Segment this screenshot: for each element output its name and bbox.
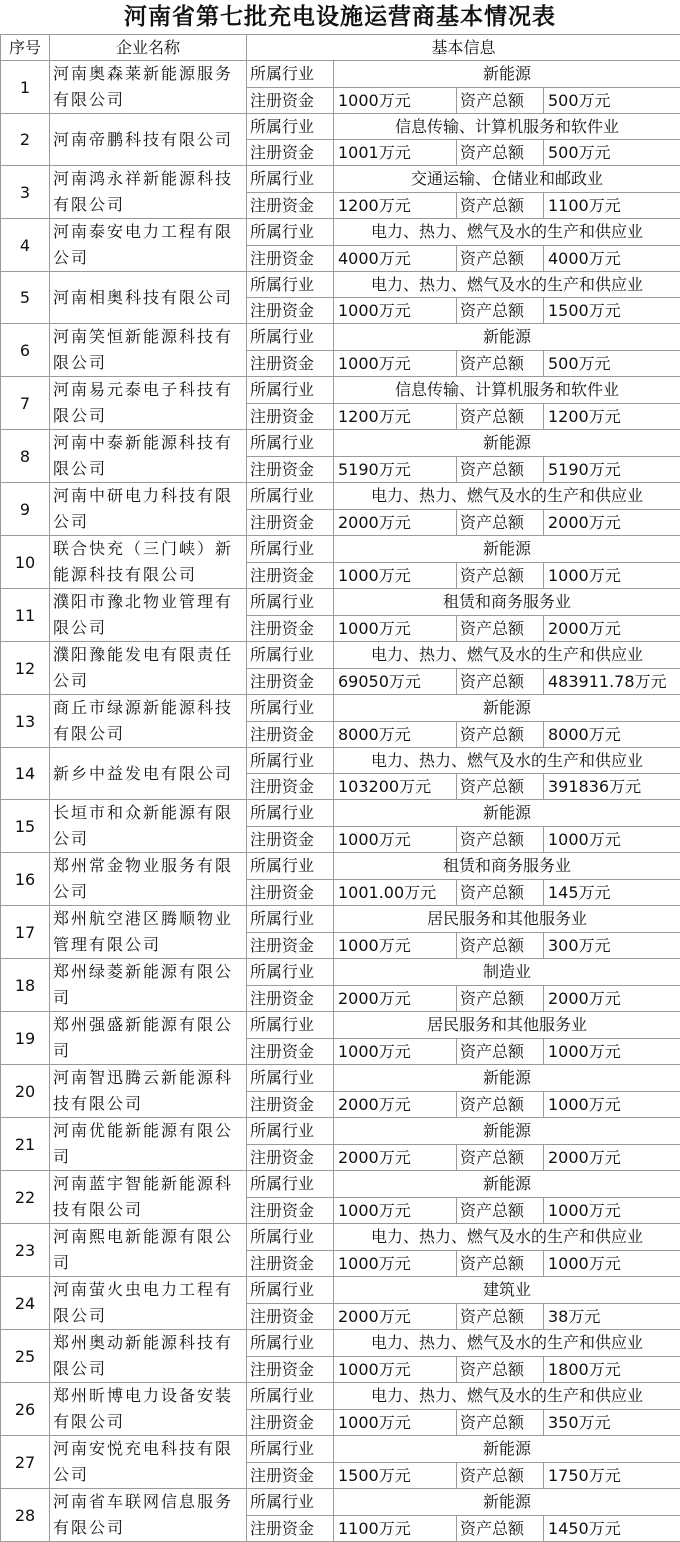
- industry-label: 所属行业: [247, 1489, 334, 1516]
- table-row: [1, 1383, 680, 1410]
- table-row: [1, 695, 680, 722]
- assets-value: 300万元: [544, 932, 680, 959]
- capital-value: 1000万元: [334, 932, 457, 959]
- table-row: [1, 324, 680, 351]
- assets-value: 1000万元: [544, 562, 680, 589]
- row-index: 14: [1, 748, 50, 800]
- row-index: 16: [1, 853, 50, 906]
- capital-label: 注册资金: [247, 509, 334, 536]
- assets-value: 1100万元: [544, 192, 680, 219]
- company-name: 河南省车联网信息服务有限公司: [50, 1489, 247, 1542]
- row-index: 4: [1, 219, 50, 272]
- table-row: [1, 1330, 680, 1357]
- row-index: 8: [1, 430, 50, 483]
- industry-value: 制造业: [334, 959, 680, 986]
- row-index: 22: [1, 1171, 50, 1224]
- table-row: [1, 536, 680, 563]
- table-row: [1, 1012, 680, 1039]
- assets-label: 资产总额: [457, 985, 544, 1012]
- table-row: [1, 853, 680, 880]
- capital-label: 注册资金: [247, 879, 334, 906]
- assets-value: 500万元: [544, 87, 680, 114]
- company-name: 濮阳豫能发电有限责任公司: [50, 642, 247, 695]
- row-index: 27: [1, 1436, 50, 1489]
- industry-label: 所属行业: [247, 483, 334, 510]
- row-index: 13: [1, 695, 50, 748]
- assets-label: 资产总额: [457, 1462, 544, 1489]
- industry-value: 新能源: [334, 536, 680, 563]
- company-name: 河南优能新能源有限公司: [50, 1118, 247, 1171]
- assets-label: 资产总额: [457, 1038, 544, 1065]
- assets-value: 391836万元: [544, 774, 680, 800]
- capital-label: 注册资金: [247, 87, 334, 114]
- company-name: 商丘市绿源新能源科技有限公司: [50, 695, 247, 748]
- assets-label: 资产总额: [457, 932, 544, 959]
- industry-value: 新能源: [334, 800, 680, 827]
- row-index: 28: [1, 1489, 50, 1542]
- capital-label: 注册资金: [247, 350, 334, 377]
- capital-label: 注册资金: [247, 562, 334, 589]
- assets-value: 2000万元: [544, 615, 680, 642]
- assets-value: 1450万元: [544, 1515, 680, 1542]
- row-index: 25: [1, 1330, 50, 1383]
- assets-value: 1500万元: [544, 298, 680, 324]
- assets-label: 资产总额: [457, 403, 544, 430]
- company-name: 河南笑恒新能源科技有限公司: [50, 324, 247, 377]
- industry-value: 新能源: [334, 61, 680, 88]
- assets-value: 500万元: [544, 140, 680, 166]
- assets-label: 资产总额: [457, 1091, 544, 1118]
- capital-value: 2000万元: [334, 1303, 457, 1330]
- assets-label: 资产总额: [457, 721, 544, 748]
- capital-value: 1000万元: [334, 298, 457, 324]
- capital-value: 1000万元: [334, 1409, 457, 1436]
- row-index: 2: [1, 114, 50, 166]
- industry-value: 电力、热力、燃气及水的生产和供应业: [334, 748, 680, 774]
- company-name: 长垣市和众新能源有限公司: [50, 800, 247, 853]
- table-row: [1, 430, 680, 457]
- capital-value: 1000万元: [334, 1356, 457, 1383]
- industry-label: 所属行业: [247, 1224, 334, 1251]
- industry-label: 所属行业: [247, 1012, 334, 1039]
- capital-value: 1000万元: [334, 562, 457, 589]
- capital-value: 103200万元: [334, 774, 457, 800]
- capital-label: 注册资金: [247, 1409, 334, 1436]
- row-index: 1: [1, 61, 50, 114]
- company-name: 河南帝鹏科技有限公司: [50, 114, 247, 166]
- table-row: [1, 272, 680, 298]
- row-index: 12: [1, 642, 50, 695]
- industry-value: 新能源: [334, 695, 680, 722]
- industry-value: 新能源: [334, 1171, 680, 1198]
- capital-label: 注册资金: [247, 1462, 334, 1489]
- assets-value: 1200万元: [544, 403, 680, 430]
- assets-label: 资产总额: [457, 456, 544, 483]
- table-header-row: [1, 35, 680, 61]
- table-row: [1, 1171, 680, 1198]
- capital-value: 1500万元: [334, 1462, 457, 1489]
- industry-label: 所属行业: [247, 959, 334, 986]
- assets-value: 145万元: [544, 879, 680, 906]
- industry-label: 所属行业: [247, 906, 334, 933]
- row-index: 19: [1, 1012, 50, 1065]
- capital-label: 注册资金: [247, 298, 334, 324]
- row-index: 18: [1, 959, 50, 1012]
- assets-label: 资产总额: [457, 668, 544, 695]
- capital-label: 注册资金: [247, 1038, 334, 1065]
- assets-label: 资产总额: [457, 562, 544, 589]
- assets-value: 1000万元: [544, 1038, 680, 1065]
- capital-label: 注册资金: [247, 1303, 334, 1330]
- capital-value: 2000万元: [334, 1144, 457, 1171]
- assets-value: 1000万元: [544, 1250, 680, 1277]
- assets-label: 资产总额: [457, 774, 544, 800]
- capital-label: 注册资金: [247, 826, 334, 853]
- assets-value: 2000万元: [544, 509, 680, 536]
- capital-label: 注册资金: [247, 1144, 334, 1171]
- assets-label: 资产总额: [457, 245, 544, 272]
- capital-label: 注册资金: [247, 1515, 334, 1542]
- table-row: [1, 959, 680, 986]
- company-name: 河南中泰新能源科技有限公司: [50, 430, 247, 483]
- industry-label: 所属行业: [247, 1277, 334, 1304]
- row-index: 17: [1, 906, 50, 959]
- capital-value: 1001.00万元: [334, 879, 457, 906]
- company-name: 河南中研电力科技有限公司: [50, 483, 247, 536]
- industry-value: 电力、热力、燃气及水的生产和供应业: [334, 1330, 680, 1357]
- industry-label: 所属行业: [247, 219, 334, 246]
- capital-label: 注册资金: [247, 140, 334, 166]
- capital-value: 1200万元: [334, 403, 457, 430]
- row-index: 5: [1, 272, 50, 324]
- table-row: [1, 1489, 680, 1516]
- industry-label: 所属行业: [247, 324, 334, 351]
- page-title: 河南省第七批充电设施运营商基本情况表: [0, 0, 680, 34]
- industry-label: 所属行业: [247, 1383, 334, 1410]
- industry-value: 电力、热力、燃气及水的生产和供应业: [334, 1224, 680, 1251]
- assets-value: 1800万元: [544, 1356, 680, 1383]
- assets-value: 8000万元: [544, 721, 680, 748]
- assets-value: 1000万元: [544, 1197, 680, 1224]
- table-row: [1, 1436, 680, 1463]
- company-name: 河南泰安电力工程有限公司: [50, 219, 247, 272]
- table-row: [1, 800, 680, 827]
- capital-label: 注册资金: [247, 1250, 334, 1277]
- company-name: 郑州绿菱新能源有限公司: [50, 959, 247, 1012]
- assets-value: 1750万元: [544, 1462, 680, 1489]
- company-name: 郑州常金物业服务有限公司: [50, 853, 247, 906]
- assets-label: 资产总额: [457, 87, 544, 114]
- table-row: [1, 219, 680, 246]
- header-index: 序号: [1, 35, 50, 61]
- capital-value: 1001万元: [334, 140, 457, 166]
- company-name: 郑州强盛新能源有限公司: [50, 1012, 247, 1065]
- table-row: [1, 1277, 680, 1304]
- company-name: 河南奥森莱新能源服务有限公司: [50, 61, 247, 114]
- assets-label: 资产总额: [457, 298, 544, 324]
- industry-label: 所属行业: [247, 272, 334, 298]
- assets-label: 资产总额: [457, 192, 544, 219]
- industry-value: 电力、热力、燃气及水的生产和供应业: [334, 219, 680, 246]
- industry-value: 电力、热力、燃气及水的生产和供应业: [334, 1383, 680, 1410]
- company-name: 郑州昕博电力设备安装有限公司: [50, 1383, 247, 1436]
- assets-value: 38万元: [544, 1303, 680, 1330]
- industry-label: 所属行业: [247, 536, 334, 563]
- company-name: 河南鸿永祥新能源科技有限公司: [50, 166, 247, 219]
- company-name: 河南安悦充电科技有限公司: [50, 1436, 247, 1489]
- assets-value: 1000万元: [544, 1091, 680, 1118]
- industry-label: 所属行业: [247, 589, 334, 616]
- table-row: [1, 61, 680, 88]
- industry-value: 交通运输、仓储业和邮政业: [334, 166, 680, 193]
- capital-label: 注册资金: [247, 245, 334, 272]
- capital-value: 1000万元: [334, 87, 457, 114]
- industry-label: 所属行业: [247, 1065, 334, 1092]
- capital-value: 1000万元: [334, 1197, 457, 1224]
- row-index: 24: [1, 1277, 50, 1330]
- industry-value: 信息传输、计算机服务和软件业: [334, 377, 680, 404]
- capital-label: 注册资金: [247, 721, 334, 748]
- industry-value: 居民服务和其他服务业: [334, 906, 680, 933]
- assets-value: 500万元: [544, 350, 680, 377]
- assets-label: 资产总额: [457, 1409, 544, 1436]
- assets-label: 资产总额: [457, 879, 544, 906]
- row-index: 11: [1, 589, 50, 642]
- industry-value: 电力、热力、燃气及水的生产和供应业: [334, 272, 680, 298]
- industry-value: 租赁和商务服务业: [334, 853, 680, 880]
- table-row: [1, 1065, 680, 1092]
- row-index: 20: [1, 1065, 50, 1118]
- assets-label: 资产总额: [457, 1515, 544, 1542]
- company-name: 河南智迅腾云新能源科技有限公司: [50, 1065, 247, 1118]
- industry-label: 所属行业: [247, 61, 334, 88]
- table-row: [1, 642, 680, 669]
- assets-label: 资产总额: [457, 1250, 544, 1277]
- capital-label: 注册资金: [247, 932, 334, 959]
- company-name: 河南相奥科技有限公司: [50, 272, 247, 324]
- assets-label: 资产总额: [457, 1356, 544, 1383]
- capital-value: 2000万元: [334, 985, 457, 1012]
- industry-value: 新能源: [334, 1118, 680, 1145]
- company-name: 郑州航空港区腾顺物业管理有限公司: [50, 906, 247, 959]
- capital-value: 8000万元: [334, 721, 457, 748]
- capital-value: 1000万元: [334, 350, 457, 377]
- capital-value: 2000万元: [334, 1091, 457, 1118]
- company-name: 河南蓝宇智能新能源科技有限公司: [50, 1171, 247, 1224]
- table-row: [1, 377, 680, 404]
- table-row: [1, 1118, 680, 1145]
- capital-value: 1200万元: [334, 192, 457, 219]
- capital-label: 注册资金: [247, 615, 334, 642]
- industry-label: 所属行业: [247, 1330, 334, 1357]
- assets-label: 资产总额: [457, 1144, 544, 1171]
- assets-value: 483911.78万元: [544, 668, 680, 695]
- assets-label: 资产总额: [457, 140, 544, 166]
- table-row: [1, 114, 680, 140]
- industry-value: 新能源: [334, 1065, 680, 1092]
- assets-label: 资产总额: [457, 615, 544, 642]
- industry-value: 信息传输、计算机服务和软件业: [334, 114, 680, 140]
- company-name: 郑州奥动新能源科技有限公司: [50, 1330, 247, 1383]
- industry-label: 所属行业: [247, 1436, 334, 1463]
- capital-label: 注册资金: [247, 192, 334, 219]
- industry-value: 新能源: [334, 1436, 680, 1463]
- industry-label: 所属行业: [247, 166, 334, 193]
- industry-value: 建筑业: [334, 1277, 680, 1304]
- company-name: 河南萤火虫电力工程有限公司: [50, 1277, 247, 1330]
- capital-label: 注册资金: [247, 985, 334, 1012]
- company-name: 联合快充（三门峡）新能源科技有限公司: [50, 536, 247, 589]
- assets-label: 资产总额: [457, 1303, 544, 1330]
- row-index: 26: [1, 1383, 50, 1436]
- company-name: 河南熙电新能源有限公司: [50, 1224, 247, 1277]
- industry-label: 所属行业: [247, 695, 334, 722]
- header-company: 企业名称: [50, 35, 247, 61]
- assets-value: 1000万元: [544, 826, 680, 853]
- capital-value: 69050万元: [334, 668, 457, 695]
- industry-value: 新能源: [334, 430, 680, 457]
- industry-value: 新能源: [334, 1489, 680, 1516]
- header-info: 基本信息: [247, 35, 680, 61]
- table-row: [1, 906, 680, 933]
- row-index: 21: [1, 1118, 50, 1171]
- row-index: 10: [1, 536, 50, 589]
- table-row: [1, 483, 680, 510]
- capital-label: 注册资金: [247, 456, 334, 483]
- industry-value: 电力、热力、燃气及水的生产和供应业: [334, 483, 680, 510]
- row-index: 3: [1, 166, 50, 219]
- company-name: 濮阳市豫北物业管理有限公司: [50, 589, 247, 642]
- industry-label: 所属行业: [247, 1118, 334, 1145]
- table-row: [1, 589, 680, 616]
- industry-label: 所属行业: [247, 430, 334, 457]
- capital-value: 5190万元: [334, 456, 457, 483]
- table-row: [1, 748, 680, 774]
- row-index: 15: [1, 800, 50, 853]
- capital-label: 注册资金: [247, 403, 334, 430]
- industry-label: 所属行业: [247, 114, 334, 140]
- capital-value: 1000万元: [334, 1250, 457, 1277]
- capital-label: 注册资金: [247, 1197, 334, 1224]
- capital-value: 2000万元: [334, 509, 457, 536]
- row-index: 6: [1, 324, 50, 377]
- operators-table: [0, 34, 680, 1542]
- industry-label: 所属行业: [247, 748, 334, 774]
- capital-label: 注册资金: [247, 1356, 334, 1383]
- capital-value: 1000万元: [334, 1038, 457, 1065]
- assets-value: 350万元: [544, 1409, 680, 1436]
- assets-label: 资产总额: [457, 1197, 544, 1224]
- table-row: [1, 1224, 680, 1251]
- capital-label: 注册资金: [247, 668, 334, 695]
- assets-value: 5190万元: [544, 456, 680, 483]
- assets-value: 4000万元: [544, 245, 680, 272]
- table-body: [1, 61, 680, 1542]
- industry-value: 电力、热力、燃气及水的生产和供应业: [334, 642, 680, 669]
- row-index: 7: [1, 377, 50, 430]
- capital-value: 1100万元: [334, 1515, 457, 1542]
- capital-label: 注册资金: [247, 774, 334, 800]
- industry-value: 新能源: [334, 324, 680, 351]
- assets-value: 2000万元: [544, 985, 680, 1012]
- capital-value: 1000万元: [334, 615, 457, 642]
- industry-label: 所属行业: [247, 377, 334, 404]
- assets-label: 资产总额: [457, 509, 544, 536]
- industry-label: 所属行业: [247, 853, 334, 880]
- industry-value: 租赁和商务服务业: [334, 589, 680, 616]
- assets-label: 资产总额: [457, 350, 544, 377]
- industry-label: 所属行业: [247, 1171, 334, 1198]
- company-name: 新乡中益发电有限公司: [50, 748, 247, 800]
- row-index: 23: [1, 1224, 50, 1277]
- table-row: [1, 166, 680, 193]
- industry-label: 所属行业: [247, 642, 334, 669]
- capital-value: 4000万元: [334, 245, 457, 272]
- capital-value: 1000万元: [334, 826, 457, 853]
- assets-label: 资产总额: [457, 826, 544, 853]
- company-name: 河南易元泰电子科技有限公司: [50, 377, 247, 430]
- capital-label: 注册资金: [247, 1091, 334, 1118]
- row-index: 9: [1, 483, 50, 536]
- assets-value: 2000万元: [544, 1144, 680, 1171]
- industry-value: 居民服务和其他服务业: [334, 1012, 680, 1039]
- industry-label: 所属行业: [247, 800, 334, 827]
